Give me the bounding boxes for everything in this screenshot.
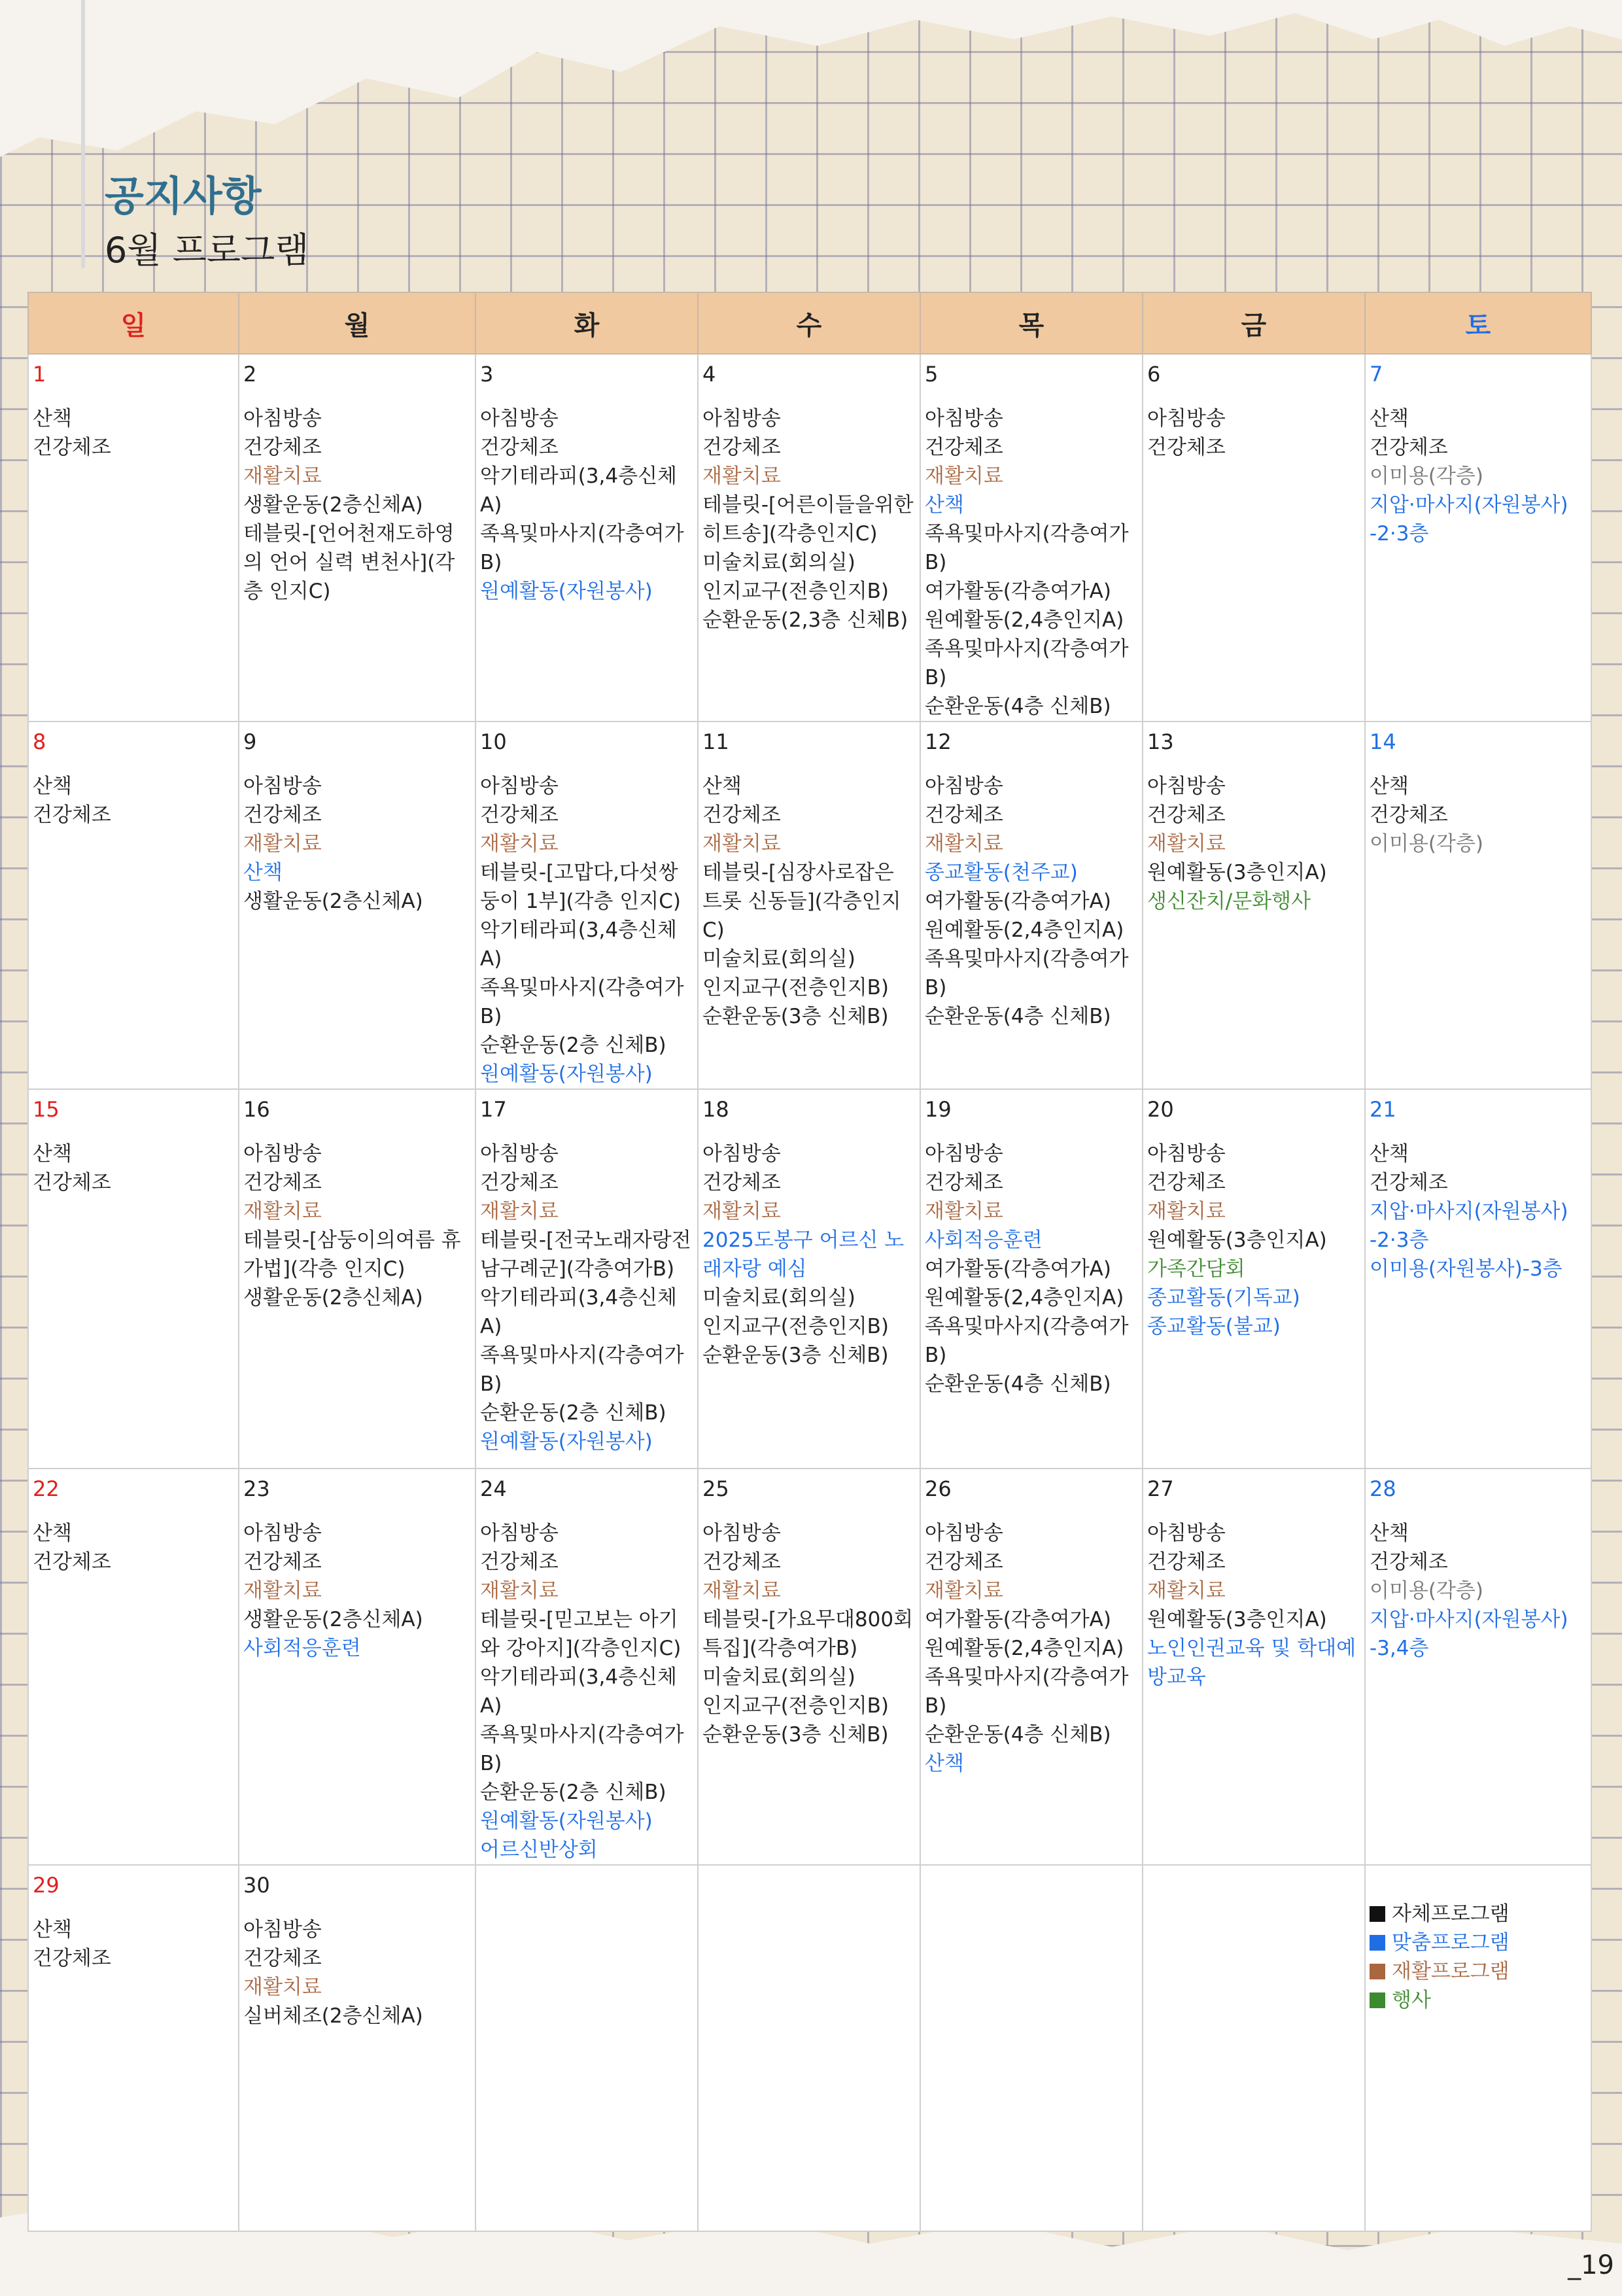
page-subtitle: 6월 프로그램 (105, 230, 309, 271)
program-item: 악기테라피(3,4층신체A) (480, 1665, 677, 1718)
program-item: 생활운동(2층신체A) (243, 493, 423, 517)
program-item: 족욕및마사지(각층여가B) (925, 947, 1129, 1000)
legend-label: 맞춤프로그램 (1392, 1931, 1510, 1955)
program-item: 생활운동(2층신체A) (243, 1608, 423, 1631)
program-item: 재활치료 (1147, 1200, 1226, 1223)
program-item: 건강체조 (1147, 436, 1226, 459)
program-item: 산책 (1370, 1142, 1409, 1166)
program-item: 아침방송 (925, 407, 1003, 430)
program-item: 건강체조 (243, 1171, 322, 1194)
calendar-day-cell (1143, 1089, 1365, 1469)
program-item: 산책 (1370, 1522, 1409, 1545)
monthly-calendar (27, 292, 1592, 2232)
program-item: 건강체조 (925, 436, 1003, 459)
day-number: 19 (925, 1097, 952, 1122)
program-item: 산책 (243, 861, 283, 884)
program-item: 아침방송 (480, 1142, 559, 1166)
legend-swatch-icon (1370, 1906, 1385, 1922)
weekday-tue: 화 (475, 292, 698, 354)
header-accent-line (81, 0, 85, 268)
program-item: 산책 (1370, 407, 1409, 430)
program-item: 순환운동(2,3층 신체B) (702, 608, 908, 632)
day-number: 3 (480, 362, 494, 387)
program-item: 족욕및마사지(각층여가B) (480, 1344, 684, 1396)
program-item: 노인인권교육 및 학대예방교육 (1147, 1637, 1356, 1689)
calendar-day-cell (1143, 1865, 1365, 2231)
program-item: 산책 (33, 1522, 72, 1545)
calendar-day-cell (1365, 1469, 1591, 1865)
legend-item (1370, 1957, 1587, 1986)
day-number: 7 (1370, 362, 1383, 387)
program-item: 건강체조 (480, 1550, 559, 1574)
program-item: 건강체조 (702, 1171, 781, 1194)
day-number: 16 (243, 1097, 270, 1122)
program-item: 여가활동(각층여가A) (925, 1608, 1111, 1631)
day-number: 8 (33, 729, 46, 754)
program-item: 인지교구(전층인지B) (702, 580, 889, 603)
program-item: 건강체조 (702, 436, 781, 459)
day-number: 29 (33, 1873, 60, 1898)
program-item: 산책 (1370, 774, 1409, 798)
weekday-sat: 토 (1365, 292, 1591, 354)
program-item: 순환운동(3층 신체B) (702, 1344, 889, 1367)
legend-label: 행사 (1392, 1989, 1431, 2012)
program-item: 건강체조 (925, 1550, 1003, 1574)
program-item: 악기테라피(3,4층신체A) (480, 1286, 677, 1338)
day-number: 21 (1370, 1097, 1396, 1122)
program-item: 산책 (33, 1918, 72, 1941)
program-item: 족욕및마사지(각층여가B) (925, 1665, 1129, 1718)
program-item: 생활운동(2층신체A) (243, 1286, 423, 1310)
program-item: 아침방송 (925, 1142, 1003, 1166)
program-item: 건강체조 (33, 1171, 111, 1194)
calendar-day-cell (475, 354, 698, 722)
program-item: 악기테라피(3,4층신체A) (480, 918, 677, 971)
day-number: 28 (1370, 1476, 1396, 1501)
program-item: 건강체조 (1370, 1550, 1448, 1574)
program-item: 아침방송 (1147, 407, 1226, 430)
program-item: 아침방송 (243, 1522, 322, 1545)
program-item: 원예활동(3층인지A) (1147, 1608, 1327, 1631)
program-item: 재활치료 (925, 832, 1003, 856)
calendar-day-cell (698, 1089, 920, 1469)
calendar-day-cell (920, 722, 1143, 1089)
weekday-fri: 금 (1143, 292, 1365, 354)
program-item: 여가활동(각층여가A) (925, 1257, 1111, 1281)
calendar-day-cell (1143, 354, 1365, 722)
calendar-week-row (28, 1089, 1591, 1469)
day-number: 27 (1147, 1476, 1174, 1501)
day-number: 20 (1147, 1097, 1174, 1122)
day-number: 12 (925, 729, 952, 754)
program-item: 사회적응훈련 (243, 1637, 361, 1660)
program-item: 테블릿-[어른이들을위한 히트송](각층인지C) (702, 493, 914, 546)
day-number: 6 (1147, 362, 1161, 387)
program-item: 족욕및마사지(각층여가B) (925, 637, 1129, 689)
calendar-day-cell (239, 1865, 475, 2231)
day-number: 14 (1370, 729, 1396, 754)
program-item: 순환운동(4층 신체B) (925, 1005, 1111, 1028)
program-item: 아침방송 (243, 1918, 322, 1941)
program-item: 건강체조 (243, 803, 322, 827)
day-number: 4 (702, 362, 716, 387)
program-item: 건강체조 (702, 803, 781, 827)
program-item: 악기테라피(3,4층신체A) (480, 464, 677, 517)
day-number: 9 (243, 729, 257, 754)
program-item: 아침방송 (480, 407, 559, 430)
program-item: 아침방송 (925, 1522, 1003, 1545)
day-number: 18 (702, 1097, 729, 1122)
program-item: 족욕및마사지(각층여가B) (480, 522, 684, 574)
program-item: 족욕및마사지(각층여가B) (925, 522, 1129, 574)
legend-swatch-icon (1370, 1935, 1385, 1951)
program-item: 순환운동(4층 신체B) (925, 1723, 1111, 1747)
program-item: 원예활동(자원봉사) (480, 1430, 653, 1453)
page-title: 공지사항 (105, 172, 262, 220)
program-item: 재활치료 (243, 832, 322, 856)
calendar-day-cell (1365, 354, 1591, 722)
program-item: 이미용(각층) (1370, 1579, 1483, 1603)
weekday-header-row (28, 292, 1591, 354)
program-item: 아침방송 (1147, 774, 1226, 798)
calendar-day-cell (239, 354, 475, 722)
program-item: 이미용(각층) (1370, 832, 1483, 856)
program-item: 원예활동(자원봉사) (480, 1062, 653, 1086)
program-item: 테블릿-[가요무대800회특집](각층여가B) (702, 1608, 914, 1660)
calendar-day-cell (239, 722, 475, 1089)
program-item: 순환운동(3층 신체B) (702, 1005, 889, 1028)
calendar-day-cell (1365, 1865, 1591, 2231)
program-item: 재활치료 (702, 1200, 781, 1223)
calendar-week-row (28, 722, 1591, 1089)
calendar-day-cell (239, 1089, 475, 1469)
program-item: 건강체조 (1370, 803, 1448, 827)
calendar-day-cell (28, 354, 239, 722)
legend-item (1370, 1900, 1587, 1928)
program-item: 아침방송 (702, 407, 781, 430)
program-item: 족욕및마사지(각층여가B) (480, 1723, 684, 1775)
program-item: 재활치료 (1147, 832, 1226, 856)
legend-swatch-icon (1370, 1964, 1385, 1979)
program-item: 재활치료 (243, 1200, 322, 1223)
page-number: _19 (1568, 2250, 1614, 2280)
calendar-day-cell (1365, 722, 1591, 1089)
program-item: 건강체조 (243, 1947, 322, 1970)
program-item: 재활치료 (925, 1579, 1003, 1603)
legend-swatch-icon (1370, 1992, 1385, 2008)
day-number: 30 (243, 1873, 270, 1898)
weekday-sun: 일 (28, 292, 239, 354)
calendar-day-cell (475, 1469, 698, 1865)
legend-label: 재활프로그램 (1392, 1960, 1510, 1983)
program-item: 건강체조 (243, 1550, 322, 1574)
calendar-day-cell (1143, 722, 1365, 1089)
program-item: 건강체조 (33, 803, 111, 827)
program-item: 재활치료 (480, 1579, 559, 1603)
day-number: 24 (480, 1476, 507, 1501)
program-item: 아침방송 (925, 774, 1003, 798)
program-item: 원예활동(2,4층인지A) (925, 918, 1124, 942)
program-item: 건강체조 (925, 803, 1003, 827)
day-number: 25 (702, 1476, 729, 1501)
program-item: 지압·마사지(자원봉사) -2·3층 (1370, 1200, 1568, 1252)
calendar-day-cell (1143, 1469, 1365, 1865)
program-item: 재활치료 (702, 464, 781, 488)
program-item: 생활운동(2층신체A) (243, 890, 423, 913)
day-number: 17 (480, 1097, 507, 1122)
program-item: 재활치료 (702, 1579, 781, 1603)
day-number: 15 (33, 1097, 60, 1122)
program-item: 족욕및마사지(각층여가B) (480, 976, 684, 1028)
program-item: 테블릿-[고맙다,다섯쌍둥이 1부](각층 인지C) (480, 861, 681, 913)
program-item: 재활치료 (243, 1579, 322, 1603)
program-item: 지압·마사지(자원봉사) -3,4층 (1370, 1608, 1568, 1660)
program-item: 산책 (33, 1142, 72, 1166)
program-item: 테블릿-[믿고보는 아기와 강아지](각층인지C) (480, 1608, 682, 1660)
program-item: 아침방송 (243, 774, 322, 798)
program-item: 이미용(자원봉사)-3층 (1370, 1257, 1562, 1281)
program-item: 여가활동(각층여가A) (925, 580, 1111, 603)
program-item: 순환운동(4층 신체B) (925, 695, 1111, 718)
program-item: 산책 (33, 407, 72, 430)
program-item: 재활치료 (925, 464, 1003, 488)
program-item: 아침방송 (480, 774, 559, 798)
program-item: 원예활동(2,4층인지A) (925, 1286, 1124, 1310)
legend-item (1370, 1986, 1587, 2015)
program-item: 건강체조 (33, 1947, 111, 1970)
program-item: 인지교구(전층인지B) (702, 1694, 889, 1718)
program-item: 건강체조 (480, 436, 559, 459)
day-number (1147, 1871, 1360, 1900)
program-item: 순환운동(2층 신체B) (480, 1781, 666, 1804)
program-item: 순환운동(2층 신체B) (480, 1034, 666, 1057)
calendar-day-cell (698, 354, 920, 722)
calendar-day-cell (475, 722, 698, 1089)
program-item: 테블릿-[삼둥이의여름 휴가법](각층 인지C) (243, 1228, 461, 1281)
program-item: 건강체조 (243, 436, 322, 459)
program-item: 아침방송 (480, 1522, 559, 1545)
program-item: 지압·마사지(자원봉사) -2·3층 (1370, 493, 1568, 546)
day-number: 22 (33, 1476, 60, 1501)
calendar-day-cell (920, 1089, 1143, 1469)
day-number: 11 (702, 729, 729, 754)
program-item: 산책 (925, 1752, 964, 1775)
program-item: 재활치료 (480, 1200, 559, 1223)
program-item: 종교활동(기독교) (1147, 1286, 1300, 1310)
program-item: 재활치료 (925, 1200, 1003, 1223)
program-item: 미술치료(회의실) (702, 947, 855, 971)
program-item: 테블릿-[심장사로잡은 트롯 신동들](각층인지C) (702, 861, 901, 942)
program-item: 아침방송 (1147, 1142, 1226, 1166)
program-item: 미술치료(회의실) (702, 551, 855, 574)
program-item: 인지교구(전층인지B) (702, 976, 889, 1000)
day-number (925, 1871, 1138, 1900)
day-number: 1 (33, 362, 46, 387)
program-item: 아침방송 (702, 1522, 781, 1545)
day-number (480, 1871, 693, 1900)
program-item: 아침방송 (1147, 1522, 1226, 1545)
calendar-day-cell (239, 1469, 475, 1865)
calendar-day-cell (920, 354, 1143, 722)
program-item: 아침방송 (702, 1142, 781, 1166)
program-item: 순환운동(4층 신체B) (925, 1372, 1111, 1396)
program-item: 건강체조 (480, 803, 559, 827)
program-item: 가족간담회 (1147, 1257, 1245, 1281)
program-item: 미술치료(회의실) (702, 1665, 855, 1689)
program-item: 2025도봉구 어르신 노래자랑 예심 (702, 1228, 905, 1281)
legend (1370, 1900, 1587, 2015)
calendar-week-row (28, 354, 1591, 722)
program-item: 재활치료 (702, 832, 781, 856)
program-item: 아침방송 (243, 407, 322, 430)
calendar-day-cell (475, 1865, 698, 2231)
program-item: 건강체조 (1370, 436, 1448, 459)
program-item: 원예활동(2,4층인지A) (925, 1637, 1124, 1660)
program-item: 산책 (702, 774, 742, 798)
calendar-day-cell (698, 1865, 920, 2231)
day-number (1370, 1871, 1587, 1900)
calendar-day-cell (1365, 1089, 1591, 1469)
program-item: 건강체조 (702, 1550, 781, 1574)
program-item: 재활치료 (1147, 1579, 1226, 1603)
calendar-day-cell (28, 1089, 239, 1469)
calendar-day-cell (475, 1089, 698, 1469)
program-item: 아침방송 (243, 1142, 322, 1166)
program-item: 원예활동(3층인지A) (1147, 861, 1327, 884)
day-number: 2 (243, 362, 257, 387)
program-item: 종교활동(불교) (1147, 1315, 1281, 1338)
program-item: 테블릿-[언어천재도하영의 언어 실력 변천사](각층 인지C) (243, 522, 455, 603)
program-item: 건강체조 (33, 1550, 111, 1574)
program-item: 미술치료(회의실) (702, 1286, 855, 1310)
program-item: 재활치료 (480, 832, 559, 856)
calendar-day-cell (698, 722, 920, 1089)
program-item: 여가활동(각층여가A) (925, 890, 1111, 913)
program-item: 재활치료 (243, 464, 322, 488)
day-number: 13 (1147, 729, 1174, 754)
program-item: 건강체조 (33, 436, 111, 459)
legend-item (1370, 1928, 1587, 1957)
program-item: 건강체조 (1147, 803, 1226, 827)
program-item: 실버체조(2층신체A) (243, 2004, 423, 2028)
day-number: 10 (480, 729, 507, 754)
weekday-thu: 목 (920, 292, 1143, 354)
program-item: 건강체조 (925, 1171, 1003, 1194)
program-item: 순환운동(2층 신체B) (480, 1401, 666, 1425)
calendar-week-row (28, 1469, 1591, 1865)
program-item: 건강체조 (480, 1171, 559, 1194)
calendar-week-row (28, 1865, 1591, 2231)
program-item: 족욕및마사지(각층여가B) (925, 1315, 1129, 1367)
program-item: 원예활동(3층인지A) (1147, 1228, 1327, 1252)
program-item: 산책 (33, 774, 72, 798)
weekday-mon: 월 (239, 292, 475, 354)
program-item: 어르신반상회 (480, 1838, 598, 1862)
program-item: 원예활동(자원봉사) (480, 1809, 653, 1833)
program-item: 사회적응훈련 (925, 1228, 1043, 1252)
program-item: 원예활동(자원봉사) (480, 580, 653, 603)
weekday-wed: 수 (698, 292, 920, 354)
program-item: 원예활동(2,4층인지A) (925, 608, 1124, 632)
program-item: 재활치료 (243, 1975, 322, 1999)
program-item: 인지교구(전층인지B) (702, 1315, 889, 1338)
program-item: 종교활동(천주교) (925, 861, 1078, 884)
legend-label: 자체프로그램 (1392, 1902, 1510, 1926)
program-item: 산책 (925, 493, 964, 517)
day-number (702, 1871, 916, 1900)
program-item: 테블릿-[전국노래자랑전남구례군](각층여가B) (480, 1228, 691, 1281)
calendar-day-cell (698, 1469, 920, 1865)
day-number: 5 (925, 362, 939, 387)
calendar-day-cell (920, 1865, 1143, 2231)
program-item: 순환운동(3층 신체B) (702, 1723, 889, 1747)
calendar-day-cell (920, 1469, 1143, 1865)
program-item: 건강체조 (1370, 1171, 1448, 1194)
day-number: 23 (243, 1476, 270, 1501)
calendar-day-cell (28, 722, 239, 1089)
program-item: 건강체조 (1147, 1171, 1226, 1194)
day-number: 26 (925, 1476, 952, 1501)
program-item: 생신잔치/문화행사 (1147, 890, 1311, 913)
program-item: 이미용(각층) (1370, 464, 1483, 488)
calendar-day-cell (28, 1865, 239, 2231)
program-item: 건강체조 (1147, 1550, 1226, 1574)
calendar-day-cell (28, 1469, 239, 1865)
